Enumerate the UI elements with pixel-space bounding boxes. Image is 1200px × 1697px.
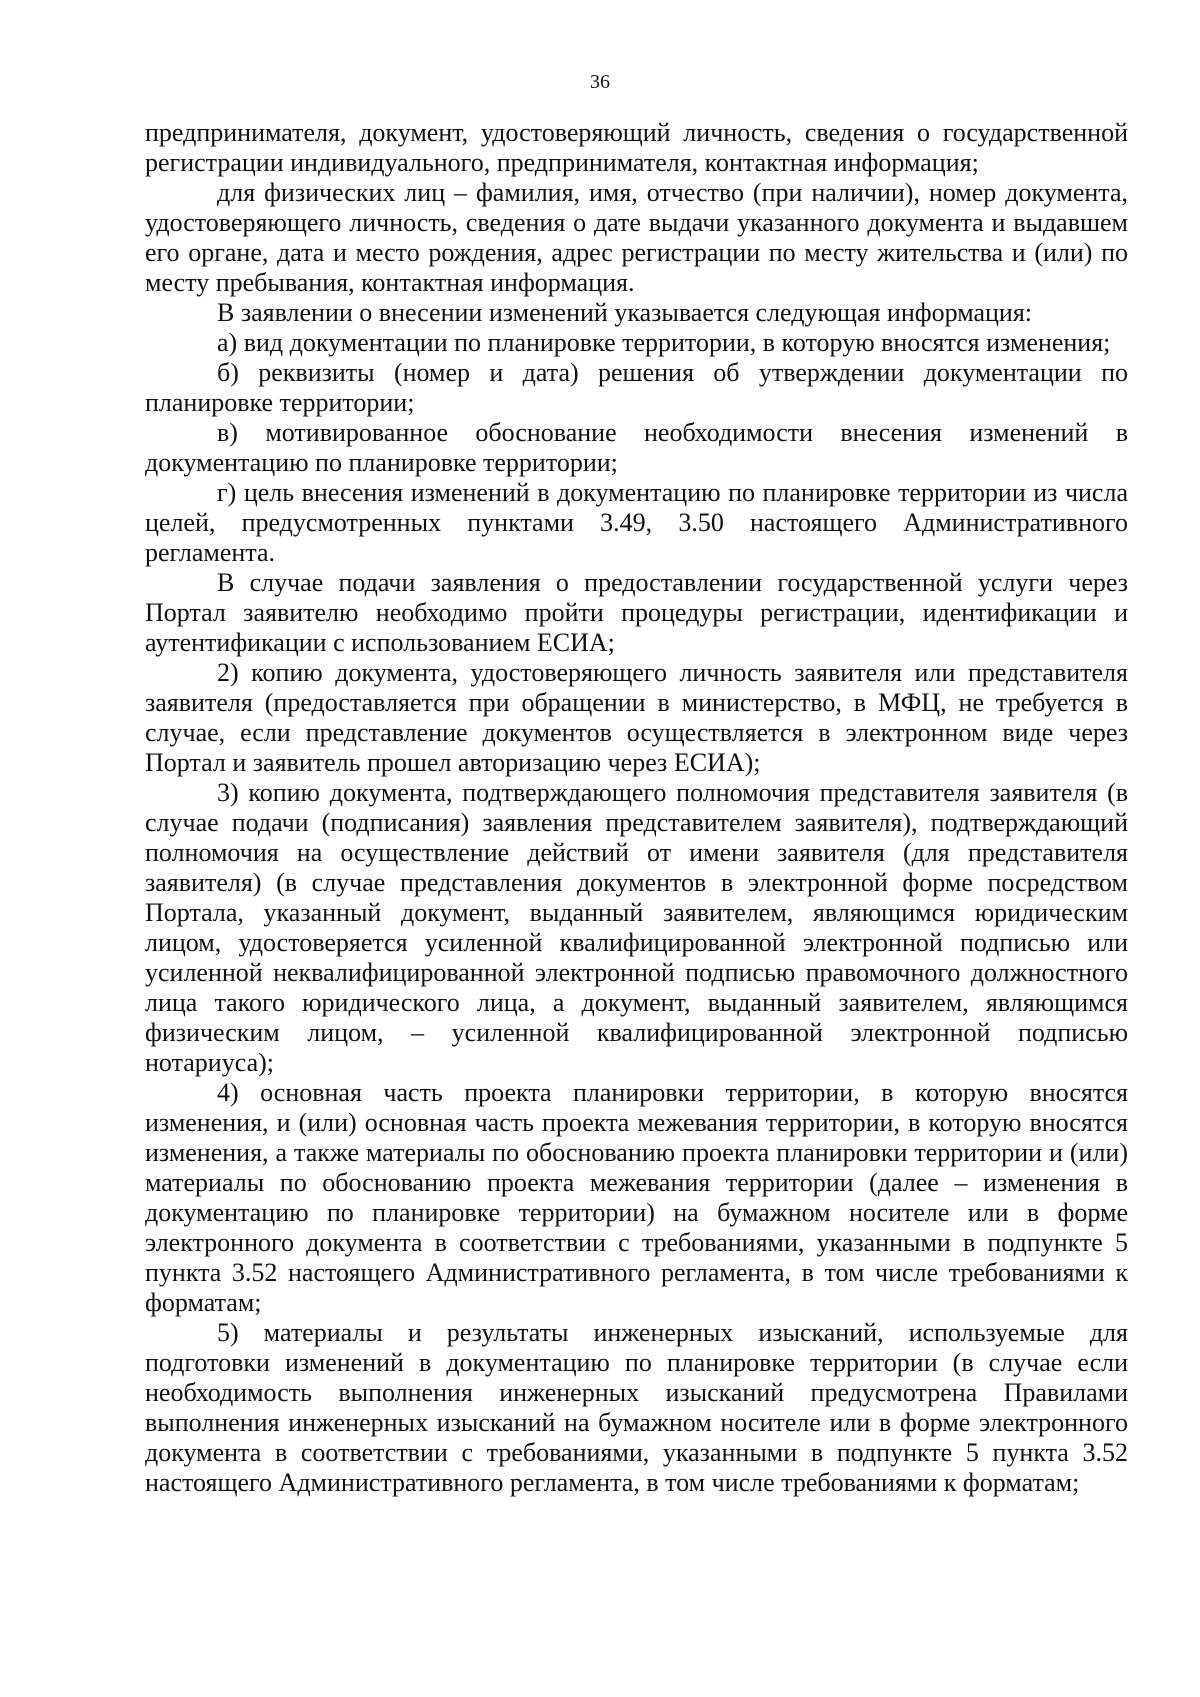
paragraph-1: предпринимателя, документ, удостоверяющий личность, сведения о государственной регистрации индивидуального, предпринимателя, контактная информация; (145, 118, 1128, 177)
paragraph-3: В заявлении о внесении изменений указывается следующая информация: (217, 298, 1033, 327)
page-number: 36 (590, 71, 610, 93)
paragraph-9: 2) копию документа, удостоверяющего личность заявителя или представителя заявителя (предоставляется при обращении в министерство, в МФЦ, не требуется в случае, если представление документов осуществляется в электронном виде через Портал и заявитель прошел авторизацию через ЕСИА); (145, 658, 1128, 777)
paragraph-11: 4) основная часть проекта планировки территории, в которую вносятся изменения, и (или) основная часть проекта межевания территории, в которую вносятся изменения, а также материалы по обоснованию проекта планировки территории и (или) материалы по обоснованию проекта межевания территории (далее – изменения в документацию по планировке территории) на бумажном носителе или в форме электронного документа в соответствии с требованиями, указанными в подпункте 5 пункта 3.52 настоящего Административного регламента, в том числе требованиями к форматам; (145, 1078, 1128, 1317)
paragraph-10: 3) копию документа, подтверждающего полномочия представителя заявителя (в случае подачи (подписания) заявления представителем заявителя), подтверждающий полномочия на осуществление действий от имени заявителя (для представителя заявителя) (в случае представления документов в электронной форме посредством Портала, указанный документ, выданный заявителем, являющимся юридическим лицом, удостоверяется усиленной квалифицированной электронной подписью или усиленной неквалифицированной электронной подписью правомочного должностного лица такого юридического лица, а документ, выданный заявителем, являющимся физическим лицом, – усиленной квалифицированной электронной подписью нотариуса); (145, 778, 1128, 1077)
document-body (145, 118, 1128, 1498)
paragraph-6: в) мотивированное обоснование необходимости внесения изменений в документацию по планировке территории; (145, 418, 1128, 477)
paragraph-4: а) вид документации по планировке территории, в которую вносятся изменения; (217, 328, 1111, 357)
paragraph-12: 5) материалы и результаты инженерных изысканий, используемые для подготовки изменений в документацию по планировке территории (в случае если необходимость выполнения инженерных изысканий предусмотрена Правилами выполнения инженерных изысканий на бумажном носителе или в форме электронного документа в соответствии с требованиями, указанными в подпункте 5 пункта 3.52 настоящего Административного регламента, в том числе требованиями к форматам; (145, 1318, 1128, 1497)
paragraph-5: б) реквизиты (номер и дата) решения об утверждении документации по планировке территории; (145, 358, 1128, 417)
paragraph-7: г) цель внесения изменений в документацию по планировке территории из числа целей, предусмотренных пунктами 3.49, 3.50 настоящего Административного регламента. (145, 478, 1128, 567)
paragraph-8: В случае подачи заявления о предоставлении государственной услуги через Портал заявителю необходимо пройти процедуры регистрации, идентификации и аутентификации с использованием ЕСИА; (145, 568, 1128, 657)
paragraph-2: для физических лиц – фамилия, имя, отчество (при наличии), номер документа, удостоверяющего личность, сведения о дате выдачи указанного документа и выдавшем его органе, дата и место рождения, адрес регистрации по месту жительства и (или) по месту пребывания, контактная информация. (145, 178, 1128, 297)
